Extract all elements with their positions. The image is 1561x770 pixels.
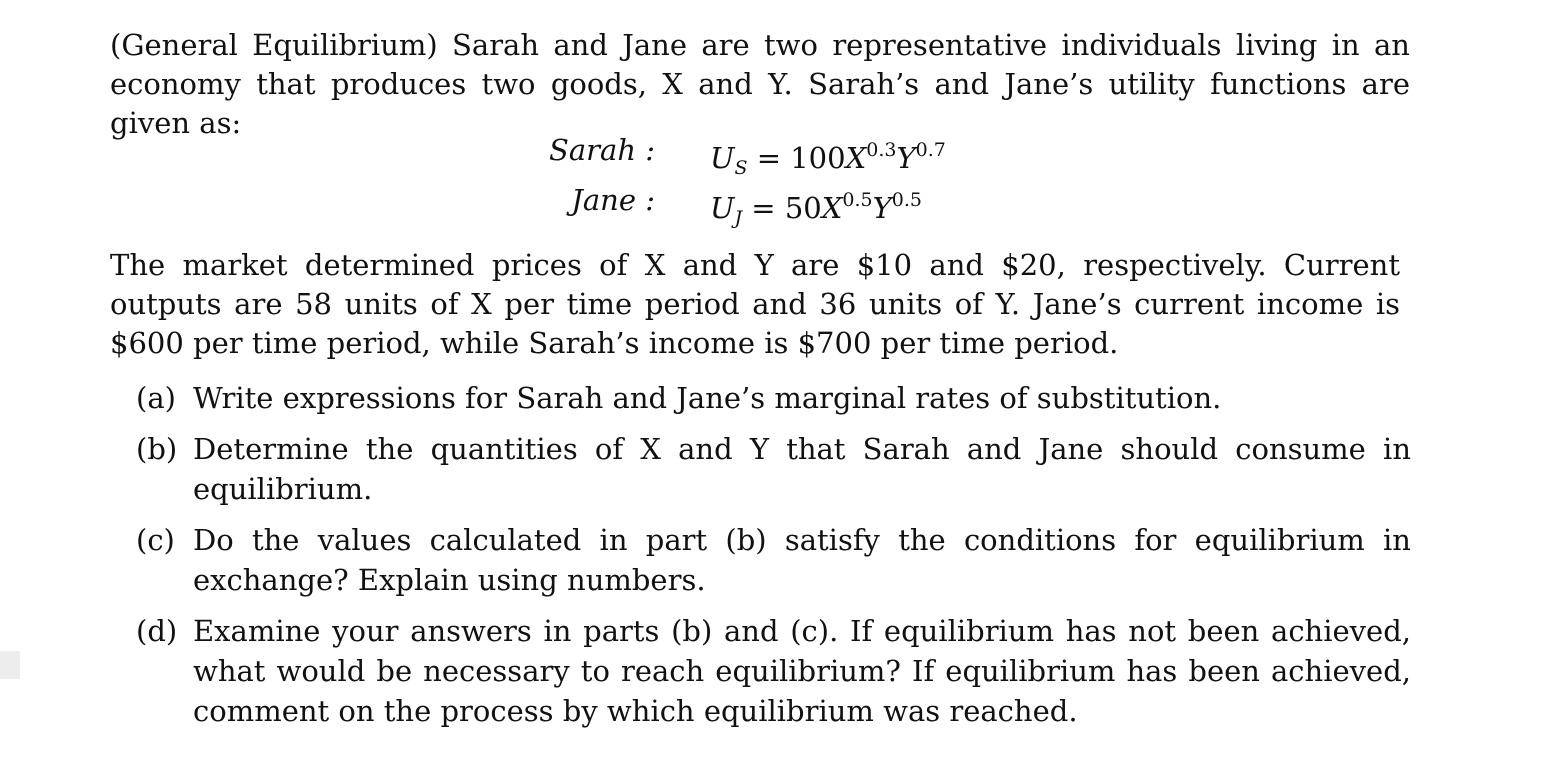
utility-symbol: U — [710, 191, 735, 225]
gutter-mark — [0, 651, 20, 679]
coefficient: 50 — [784, 191, 822, 225]
y-variable: Y — [872, 191, 892, 225]
equation-name-jane: Jane : — [571, 183, 655, 217]
part-text: Determine the quantities of X and Y that Sarah and Jane should consume in equilibrium. — [193, 432, 1411, 506]
question-part-d — [136, 611, 1411, 731]
problem-page — [110, 26, 1411, 728]
question-part-b — [136, 429, 1411, 509]
equals-sign: = — [751, 191, 776, 225]
y-exponent: 0.5 — [891, 189, 922, 211]
problem-intro: (General Equilibrium) Sarah and Jane are two representative individuals living in an economy that produces two goods, X and Y. Sarah’s and Jane’s utility functions are given as: — [110, 28, 1410, 140]
x-exponent: 0.3 — [866, 139, 897, 161]
equals-sign: = — [756, 141, 782, 175]
x-exponent: 0.5 — [842, 189, 873, 211]
part-label: (c) — [136, 523, 175, 557]
part-text: Do the values calculated in part (b) satisfy the conditions for equilibrium in exchange? Explain using numbers. — [193, 523, 1411, 597]
equation-formula-jane — [710, 180, 922, 238]
question-part-a — [136, 378, 1411, 418]
part-text: Examine your answers in parts (b) and (c). If equilibrium has not been achieved, what would be necessary to reach equilibrium? If equilibrium has been achieved, comment on the process by which equilibrium was reached. — [193, 614, 1411, 728]
part-label: (b) — [136, 432, 178, 466]
question-parts — [136, 378, 1411, 742]
problem-setup: The market determined prices of X and Y are $10 and $20, respectively. Current outputs are 58 units of X per time period and 36 units of Y. Jane’s current income is $600 per time period, while Sarah’s income is $700 per time period. — [110, 248, 1400, 360]
part-text: Write expressions for Sarah and Jane’s marginal rates of substitution. — [193, 381, 1222, 415]
part-label: (d) — [136, 614, 178, 648]
utility-subscript: J — [734, 207, 743, 229]
y-variable: Y — [896, 141, 916, 175]
x-variable: X — [821, 191, 843, 225]
x-variable: X — [845, 141, 867, 175]
utility-subscript: S — [734, 157, 748, 179]
utility-symbol: U — [710, 141, 735, 175]
utility-equations — [110, 130, 1410, 240]
equation-name-sarah: Sarah : — [549, 133, 655, 167]
coefficient: 100 — [790, 141, 846, 175]
part-label: (a) — [136, 381, 176, 415]
y-exponent: 0.7 — [915, 139, 946, 161]
question-part-c — [136, 520, 1411, 600]
